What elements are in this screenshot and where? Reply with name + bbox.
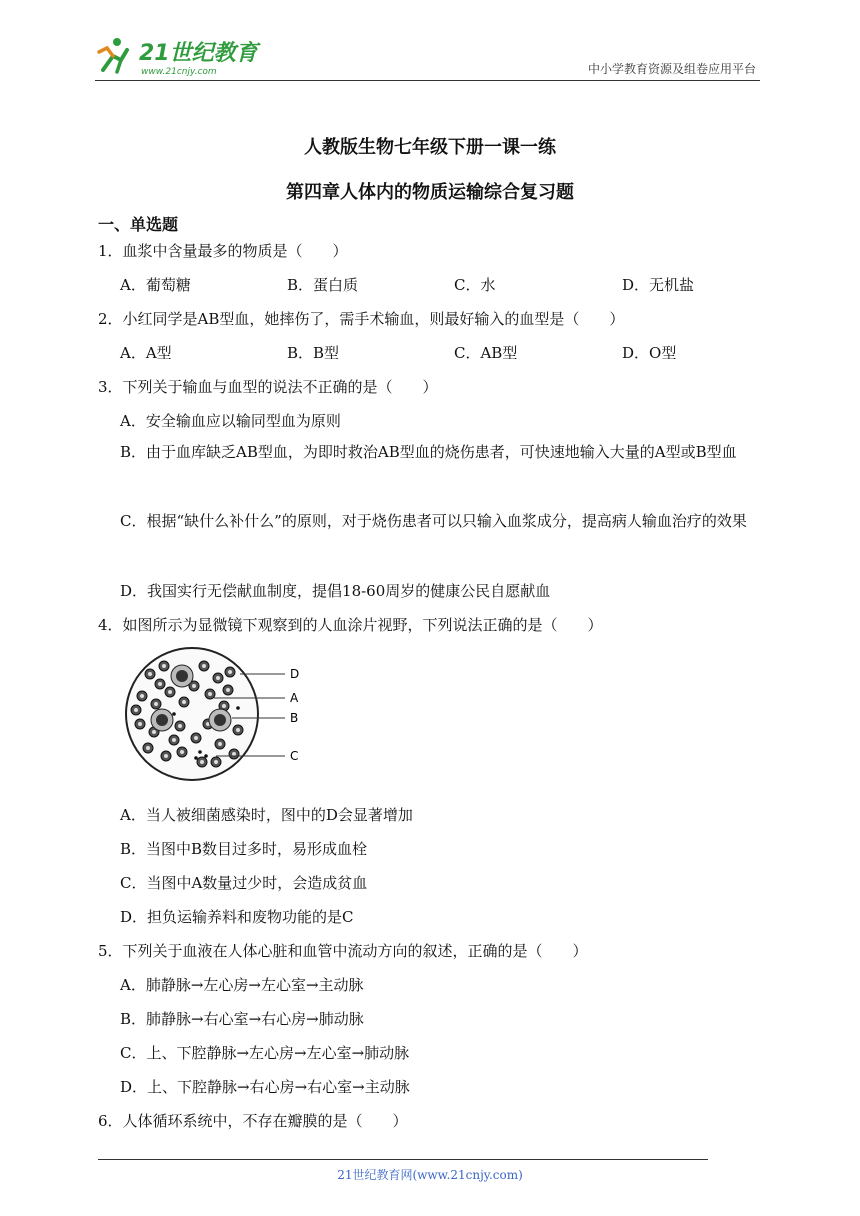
platelet [172,712,176,716]
red-blood-cell-center [172,738,176,742]
section-heading: 一、单选题 [98,215,179,234]
question-5-stem: 5．下列关于血液在人体心脏和血管中流动方向的叙述，正确的是（ ） [98,942,588,960]
question-3-option-b: B．由于血库缺乏AB型血，为即时救治AB型血的烧伤患者，可快速地输入大量的A型或B型血 [120,443,737,461]
red-blood-cell-center [164,754,168,758]
red-blood-cell-center [194,736,198,740]
red-blood-cell-center [218,742,222,746]
blood-smear-figure [120,644,330,784]
red-blood-cell-center [232,752,236,756]
question-4-option-a: A．当人被细菌感染时，图中的D会显著增加 [120,806,413,824]
label-d: D [290,667,300,681]
red-blood-cell-center [216,676,220,680]
document-title: 人教版生物七年级下册一课一练 [304,137,556,158]
question-4-option-b: B．当图中B数目过多时，易形成血栓 [120,840,368,858]
question-3-option-a: A．安全输血应以输同型血为原则 [120,412,341,430]
red-blood-cell-center [226,688,230,692]
document-subtitle: 第四章人体内的物质运输综合复习题 [286,182,574,203]
question-1-stem: 1．血浆中含量最多的物质是（ ） [98,242,348,260]
microscope-field [126,648,258,780]
question-5-option-c: C．上、下腔静脉→左心房→左心室→肺动脉 [120,1044,410,1062]
platelet [194,756,198,760]
question-5-option-d: D．上、下腔静脉→右心房→右心室→主动脉 [120,1078,410,1096]
question-1-option-b: B．蛋白质 [287,276,359,294]
question-3-option-d: D．我国实行无偿献血制度，提倡18-60周岁的健康公民自愿献血 [120,582,551,600]
red-blood-cell-center [180,750,184,754]
question-6-stem: 6．人体循环系统中，不存在瓣膜的是（ ） [98,1112,408,1130]
platelet [236,706,240,710]
footer-text: 21世纪教育网(www.21cnjy.com) [337,1168,523,1182]
question-4-option-d: D．担负运输养料和废物功能的是C [120,908,354,926]
question-1-option-c: C．水 [454,276,496,294]
red-blood-cell-center [158,682,162,686]
question-4-stem: 4．如图所示为显微镜下观察到的人血涂片视野，下列说法正确的是（ ） [98,616,603,634]
red-blood-cell-center [148,672,152,676]
platelet [204,754,208,758]
question-5-option-a: A．肺静脉→左心房→左心室→主动脉 [120,976,364,994]
svg-text:www.21cnjy.com: www.21cnjy.com [141,67,217,77]
runner-logo-icon [95,34,265,78]
question-5-option-b: B．肺静脉→右心室→右心房→肺动脉 [120,1010,364,1028]
red-blood-cell-center [222,704,226,708]
question-1-option-a: A．葡萄糖 [120,276,191,294]
white-blood-cell-nucleus [156,714,168,726]
red-blood-cell-center [182,700,186,704]
red-blood-cell-center [228,670,232,674]
red-blood-cell-center [208,692,212,696]
red-blood-cell-center [192,684,196,688]
question-2-stem: 2．小红同学是AB型血，她摔伤了，需手术输血，则最好输入的血型是（ ） [98,310,625,328]
red-blood-cell-center [178,724,182,728]
red-blood-cell-center [152,730,156,734]
white-blood-cell-nucleus [176,670,188,682]
question-2-option-c: C．AB型 [454,344,518,362]
red-blood-cell-center [154,702,158,706]
question-3-option-c: C．根据“缺什么补什么”的原则，对于烧伤患者可以只输入血浆成分，提高病人输血治疗的效果 [120,512,747,530]
red-blood-cell-center [236,728,240,732]
question-2-option-b: B．B型 [287,344,340,362]
label-b: B [290,711,299,725]
svg-text:21世纪教育: 21世纪教育 [139,41,258,66]
red-blood-cell-center [200,760,204,764]
question-1-option-d: D．无机盐 [622,276,695,294]
red-blood-cell-center [138,722,142,726]
question-4-option-c: C．当图中A数量过少时，会造成贫血 [120,874,368,892]
label-a: A [290,691,299,705]
platform-name: 中小学教育资源及组卷应用平台 [587,62,756,76]
red-blood-cell-center [140,694,144,698]
label-c: C [290,749,299,763]
page-header [95,30,760,81]
footer-divider [98,1159,708,1160]
platelet [198,750,202,754]
red-blood-cell-center [214,760,218,764]
red-blood-cell-center [146,746,150,750]
question-3-stem: 3．下列关于输血与血型的说法不正确的是（ ） [98,378,438,396]
site-logo [95,34,265,78]
white-blood-cell-nucleus [214,714,226,726]
red-blood-cell-center [134,708,138,712]
red-blood-cell-center [168,690,172,694]
red-blood-cell-center [202,664,206,668]
question-2-option-d: D．O型 [622,344,677,362]
question-2-option-a: A．A型 [120,344,172,362]
red-blood-cell-center [162,664,166,668]
